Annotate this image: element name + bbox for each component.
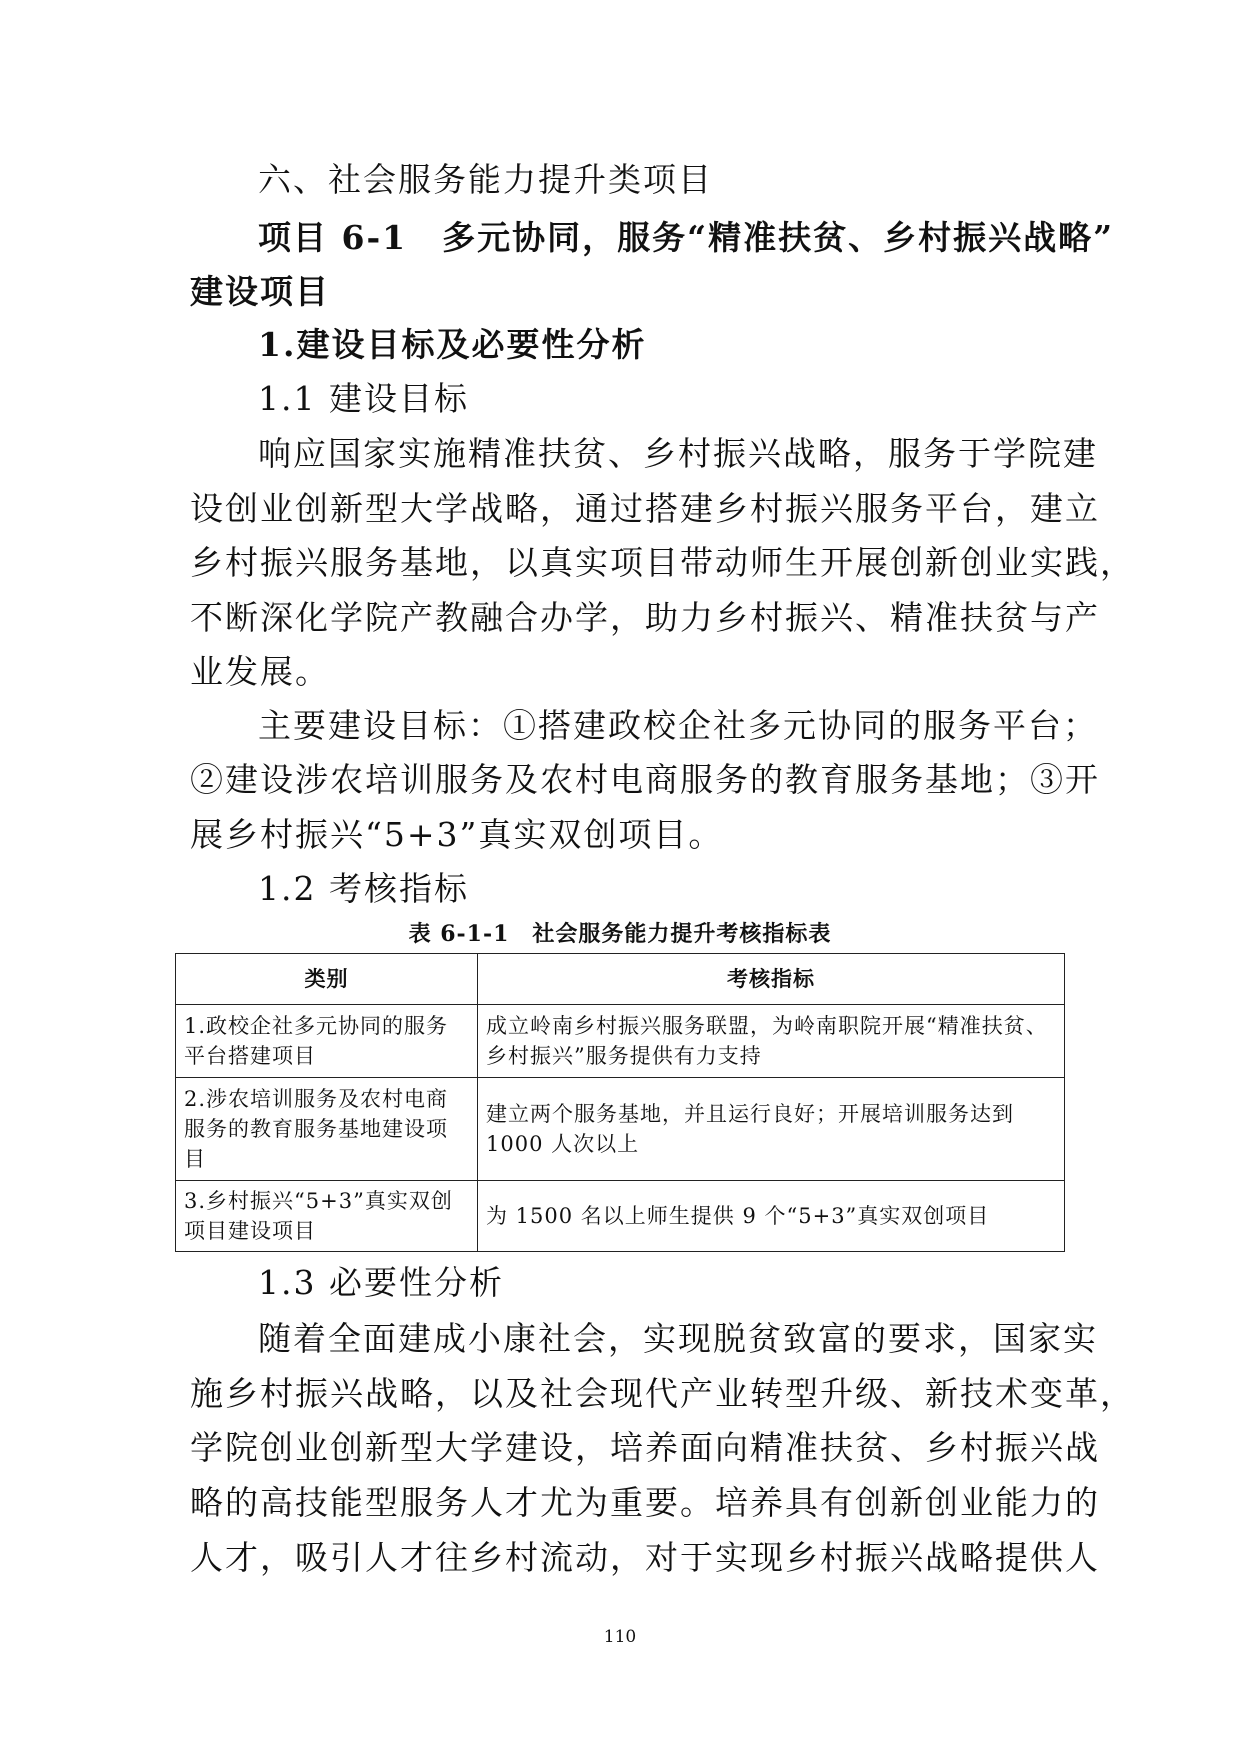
paragraph-line: 随着全面建成小康社会，实现脱贫致富的要求，国家实: [258, 1319, 1098, 1358]
paragraph-line: 学院创业创新型大学建设，培养面向精准扶贫、乡村振兴战: [190, 1428, 1100, 1467]
table-row: [176, 1005, 1065, 1078]
table-row: [176, 1078, 1065, 1181]
heading-goals-and-necessity: 1.建设目标及必要性分析: [258, 325, 647, 364]
subheading-necessity-analysis: 1.3 必要性分析: [258, 1263, 504, 1302]
project-heading-line-2: 建设项目: [190, 272, 330, 311]
table-cell-category: 2.涉农培训服务及农村电商服务的教育服务基地建设项目: [176, 1078, 478, 1181]
project-heading-line-1: 项目 6-1 多元协同，服务“精准扶贫、乡村振兴战略”: [258, 218, 1115, 257]
paragraph-line: 业发展。: [190, 652, 330, 691]
assessment-indicators-table: [175, 953, 1065, 1252]
table-header-row: [176, 954, 1065, 1005]
paragraph-line: 不断深化学院产教融合办学，助力乡村振兴、精准扶贫与产: [190, 598, 1100, 637]
section-heading: 六、社会服务能力提升类项目: [258, 160, 713, 199]
subheading-assessment-indicators: 1.2 考核指标: [258, 869, 469, 908]
paragraph-line: 乡村振兴服务基地，以真实项目带动师生开展创新创业实践，: [190, 543, 1135, 582]
table-caption: 表 6-1-1 社会服务能力提升考核指标表: [408, 921, 832, 947]
paragraph-line: ②建设涉农培训服务及农村电商服务的教育服务基地；③开: [190, 760, 1100, 799]
paragraph-line: 略的高技能型服务人才尤为重要。培养具有创新创业能力的: [190, 1483, 1100, 1522]
paragraph-line: 展乡村振兴“5+3”真实双创项目。: [190, 815, 724, 854]
paragraph-line: 主要建设目标：①搭建政校企社多元协同的服务平台；: [258, 706, 1098, 745]
table-cell-category: 3.乡村振兴“5+3”真实双创项目建设项目: [176, 1181, 478, 1252]
table-cell-indicator: 建立两个服务基地，并且运行良好；开展培训服务达到 1000 人次以上: [478, 1078, 1065, 1181]
paragraph-line: 响应国家实施精准扶贫、乡村振兴战略，服务于学院建: [258, 434, 1098, 473]
paragraph-line: 设创业创新型大学战略，通过搭建乡村振兴服务平台，建立: [190, 489, 1100, 528]
table-cell-category: 1.政校企社多元协同的服务平台搭建项目: [176, 1005, 478, 1078]
table-cell-indicator: 为 1500 名以上师生提供 9 个“5+3”真实双创项目: [478, 1181, 1065, 1252]
table-cell-indicator: 成立岭南乡村振兴服务联盟，为岭南职院开展“精准扶贫、乡村振兴”服务提供有力支持: [478, 1005, 1065, 1078]
paragraph-line: 施乡村振兴战略，以及社会现代产业转型升级、新技术变革，: [190, 1374, 1135, 1413]
paragraph-line: 人才，吸引人才往乡村流动，对于实现乡村振兴战略提供人: [190, 1538, 1100, 1577]
page-number: 110: [603, 1627, 637, 1647]
column-header-indicator: 考核指标: [478, 954, 1065, 1005]
column-header-category: 类别: [176, 954, 478, 1005]
subheading-construction-goals: 1.1 建设目标: [258, 379, 469, 418]
table-row: [176, 1181, 1065, 1252]
